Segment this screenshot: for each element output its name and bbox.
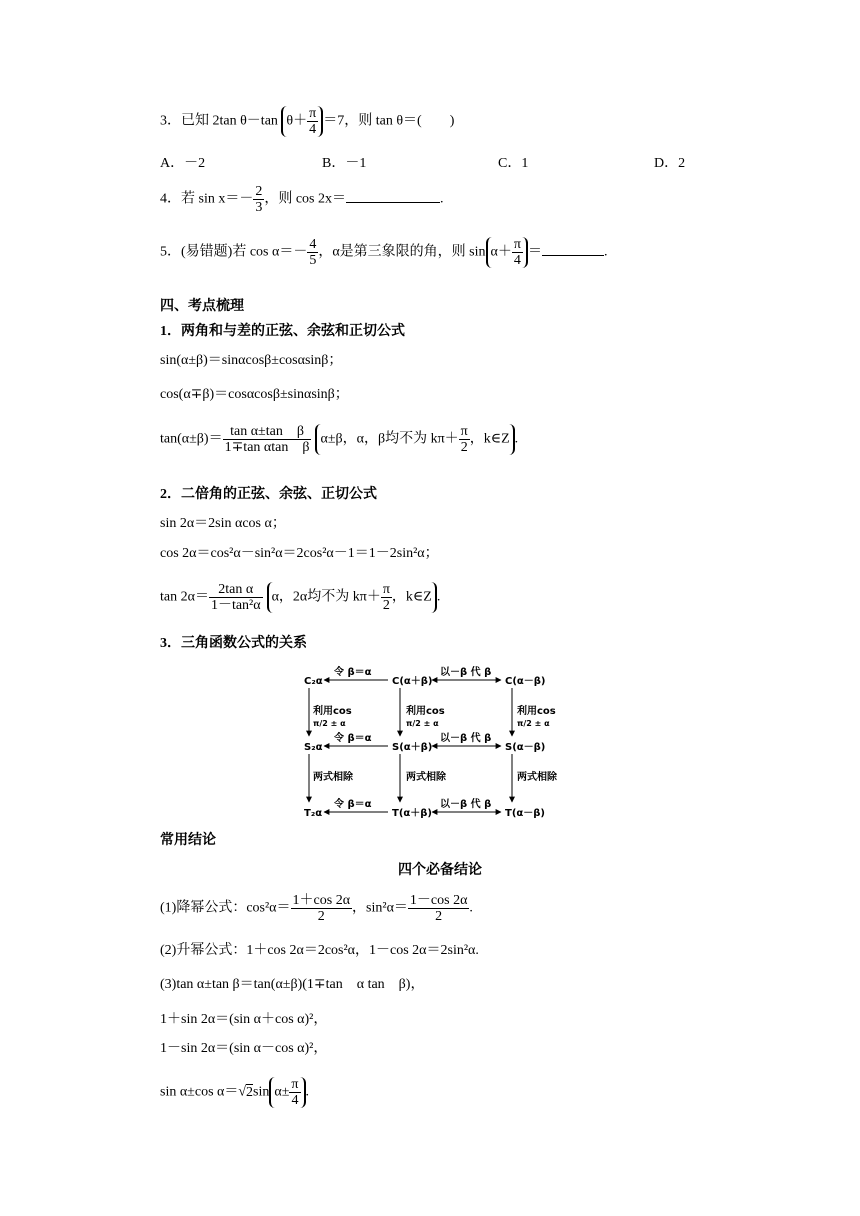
conclusions-title: 四个必备结论 bbox=[398, 863, 482, 878]
label-use-cos-3: 利用cos bbox=[517, 706, 556, 717]
formula-relationship-diagram bbox=[300, 664, 592, 822]
label-use-cos-2: 利用cos bbox=[406, 706, 445, 717]
formula-sin-double: sin 2α＝2sin αcos α； bbox=[160, 516, 286, 531]
q3-text-pre: 3．已知 2tan θ－tan bbox=[160, 113, 282, 129]
subsection-1-title: 1．两角和与差的正弦、余弦和正切公式 bbox=[160, 324, 405, 339]
label-divide-2: 两式相除 bbox=[406, 772, 446, 783]
label-use-cos-arg-1: π/2 ± α bbox=[313, 719, 346, 728]
subsection-2-title: 2．二倍角的正弦、余弦、正切公式 bbox=[160, 487, 377, 502]
q3-option-a[interactable]: A．－2 bbox=[160, 156, 206, 171]
label-use-cos-arg-3: π/2 ± α bbox=[517, 719, 550, 728]
q3-paren: θ＋ $\frac{\pi}{4}$ bbox=[281, 106, 323, 137]
node-s2a: S₂α bbox=[304, 742, 323, 753]
subsection-3-title: 3．三角函数公式的关系 bbox=[160, 636, 307, 651]
tan-double-fraction: $\frac{\text{2tan α}}{\text{1－tan²α}}$ bbox=[210, 582, 261, 613]
q3-text-post: ＝7，则 tan θ＝( ) bbox=[323, 113, 455, 129]
label-use-cos-arg-2: π/2 ± α bbox=[406, 719, 439, 728]
section-heading: 四、考点梳理 bbox=[160, 299, 244, 314]
label-let-2: 令 β＝α bbox=[334, 733, 372, 744]
q5-paren: α＋ $\frac{\pi}{4}$ bbox=[486, 237, 528, 268]
conclusion-3-line-3: 1－sin 2α＝(sin α－cos α)²， bbox=[160, 1041, 328, 1056]
tan-double-condition: α，2α均不为 kπ＋ $\frac{\pi}{2}$ ，k∈Z bbox=[267, 582, 437, 613]
label-divide-3: 两式相除 bbox=[517, 772, 557, 783]
q5-fraction: $\frac{4}{5}$ bbox=[309, 237, 317, 268]
label-sub-1: 以－β 代 β bbox=[440, 667, 492, 678]
question-3 bbox=[160, 106, 454, 137]
formula-cos-sum: cos(α∓β)＝cosαcosβ±sinαsinβ； bbox=[160, 387, 349, 402]
node-t-minus: T(α－β) bbox=[505, 808, 545, 819]
node-c-minus: C(α－β) bbox=[505, 676, 546, 687]
formula-sin-sum: sin(α±β)＝sinαcosβ±cosαsinβ； bbox=[160, 353, 343, 368]
q4-fraction: $\frac{2}{3}$ bbox=[255, 184, 263, 215]
node-c-plus: C(α＋β) bbox=[392, 676, 433, 687]
formula-cos-double: cos 2α＝cos²α－sin²α＝2cos²α－1＝1－2sin²α； bbox=[160, 546, 439, 561]
q3-fraction: $\frac{\pi}{4}$ bbox=[309, 106, 317, 137]
conclusion-3-line-1: (3)tan α±tan β＝tan(α±β)(1∓tan α tan β)， bbox=[160, 977, 425, 992]
label-let-1: 令 β＝α bbox=[334, 667, 372, 678]
conclusion-3-line-4: sin α±cos α＝√2sin α± $\frac{\pi}{4}$ . bbox=[160, 1077, 309, 1108]
c1-fraction-2: $\frac{1-\cos 2\alpha}{2}$ bbox=[409, 893, 468, 924]
q3-option-c[interactable]: C．1 bbox=[498, 156, 529, 171]
label-use-cos-1: 利用cos bbox=[313, 706, 352, 717]
c3-paren: α± $\frac{\pi}{4}$ bbox=[269, 1077, 305, 1108]
tan-sum-fraction: $\frac{\text{tan α±tan β}}{\text{1∓tan αtan β}}$ bbox=[224, 424, 310, 455]
formula-tan-double: tan 2α＝ $\frac{\text{2tan α}}{\text{1－tan²α}}$ α，2α均不为 kπ＋ $\frac{\pi}{2}$ ，k∈Z . bbox=[160, 582, 441, 613]
q4-answer-blank[interactable] bbox=[346, 190, 440, 203]
tan-sum-condition: α±β，α，β均不为 kπ＋ $\frac{\pi}{2}$ ，k∈Z bbox=[315, 424, 514, 455]
sqrt-symbol: √ bbox=[238, 1084, 247, 1100]
node-t-plus: T(α＋β) bbox=[392, 808, 432, 819]
c1-fraction-1: $\frac{1+\cos 2\alpha}{2}$ bbox=[292, 893, 351, 924]
question-4: 4．若 sin x＝－ $\frac{2}{3}$ ，则 cos 2x＝ . bbox=[160, 184, 444, 215]
q3-option-b[interactable]: B．－1 bbox=[322, 156, 367, 171]
label-let-3: 令 β＝α bbox=[334, 799, 372, 810]
question-5: 5．(易错题)若 cos α＝－ $\frac{4}{5}$ ，α是第三象限的角，则 sin α＋ $\frac{\pi}{4}$ ＝ . bbox=[160, 237, 608, 268]
node-t2a: T₂α bbox=[304, 808, 323, 819]
conclusion-2: (2)升幂公式：1＋cos 2α＝2cos²α，1－cos 2α＝2sin²α. bbox=[160, 943, 479, 958]
label-sub-2: 以－β 代 β bbox=[440, 733, 492, 744]
node-c2a: C₂α bbox=[304, 676, 323, 687]
conclusion-1: (1)降幂公式：cos²α＝ $\frac{1+\cos 2\alpha}{2}$ ，sin²α＝ $\frac{1-\cos 2\alpha}{2}$ . bbox=[160, 893, 473, 924]
node-s-plus: S(α＋β) bbox=[392, 742, 433, 753]
label-sub-3: 以－β 代 β bbox=[440, 799, 492, 810]
node-s-minus: S(α－β) bbox=[505, 742, 546, 753]
conclusion-3-line-2: 1＋sin 2α＝(sin α＋cos α)²， bbox=[160, 1012, 328, 1027]
formula-tan-sum: tan(α±β)＝ $\frac{\text{tan α±tan β}}{\text{1∓tan αtan β}}$ α±β，α，β均不为 kπ＋ $\frac{\pi}{2}$ ，k∈Z . bbox=[160, 424, 519, 455]
q3-option-d[interactable]: D．2 bbox=[654, 156, 686, 171]
q5-answer-blank[interactable] bbox=[542, 243, 604, 256]
conclusions-heading: 常用结论 bbox=[160, 833, 216, 848]
label-divide-1: 两式相除 bbox=[313, 772, 353, 783]
